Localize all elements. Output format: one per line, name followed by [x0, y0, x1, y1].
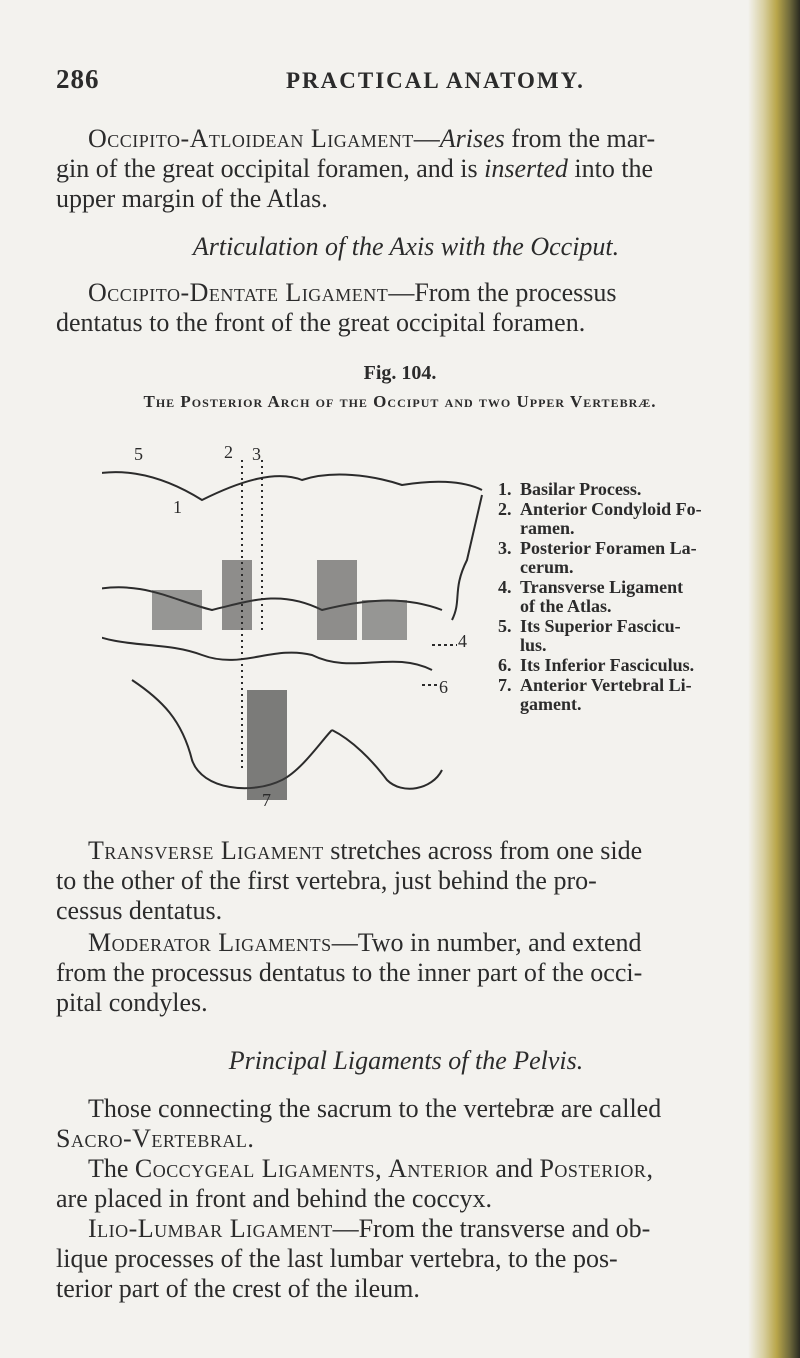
- term: Sacro-Vertebral.: [56, 1124, 255, 1153]
- legend-item: 2. Anterior Condyloid Fo- ramen.: [498, 499, 702, 538]
- figure-legend: [498, 480, 768, 715]
- figure-number-2: 2: [224, 442, 233, 462]
- term: Moderator Ligaments: [88, 928, 332, 957]
- legend-item: 5. Its Superior Fascicu- lus.: [498, 616, 681, 655]
- figure-number-7: 7: [262, 790, 271, 810]
- legend-item: 1. Basilar Process.: [498, 479, 642, 499]
- term: Ilio-Lumbar Ligament: [88, 1214, 333, 1243]
- term: Posterior: [539, 1154, 647, 1183]
- figure-number-5: 5: [134, 444, 143, 464]
- running-head: [56, 64, 756, 104]
- paragraph-transverse: Transverse Ligament stretches across from one side to the other of the first vertebra, just behind the pro- cessus dentatus.: [56, 836, 643, 925]
- subheading-pelvis: Principal Ligaments of the Pelvis.: [228, 1046, 584, 1075]
- figure-number-1: 1: [173, 497, 182, 517]
- figure-label: Fig. 104.: [363, 362, 437, 384]
- term: Anterior: [388, 1154, 489, 1183]
- figure-number-4: 4: [458, 631, 467, 651]
- figure-caption: The Posterior Arch of the Occiput and two Upper Vertebræ.: [143, 392, 657, 411]
- running-title: PRACTICAL ANATOMY.: [286, 68, 585, 93]
- paragraph-sacro-vertebral: Those connecting the sacrum to the vertebræ are called Sacro-Vertebral.: [56, 1094, 662, 1153]
- axis-outline: [132, 680, 332, 788]
- page-number: 286: [56, 64, 100, 94]
- paragraph-moderator: Moderator Ligaments—Two in number, and extend from the processus dentatus to the inner part of the occi- pital condyles.: [56, 928, 643, 1017]
- paragraph-occipito-dentate: Occipito-Dentate Ligament—From the processus dentatus to the front of the great occipital foramen.: [56, 278, 617, 337]
- paragraph-coccygeal: The Coccygeal Ligaments, Anterior and Posterior, are placed in front and behind the coccyx.: [56, 1154, 653, 1213]
- legend-item: 6. Its Inferior Fasciculus.: [498, 655, 695, 675]
- paragraph-ilio-lumbar: Ilio-Lumbar Ligament—From the transverse and ob- lique processes of the last lumbar vertebra, to the pos- terior part of the crest of the ileum.: [56, 1214, 651, 1303]
- term: Occipito-Dentate Ligament: [88, 278, 389, 307]
- illustration-svg: [102, 440, 502, 810]
- legend-item: 3. Posterior Foramen La- cerum.: [498, 538, 697, 577]
- legend-item: 4. Transverse Ligament of the Atlas.: [498, 577, 684, 616]
- figure-number-3: 3: [252, 444, 261, 464]
- anatomical-illustration: [102, 440, 502, 810]
- legend-item: 7. Anterior Vertebral Li- gament.: [498, 675, 692, 714]
- term: Occipito-Atloidean Ligament: [88, 124, 414, 153]
- term: Coccygeal Ligaments: [134, 1154, 376, 1183]
- term: Transverse Ligament: [88, 836, 324, 865]
- occiput-outline: [102, 472, 482, 500]
- figure-number-6: 6: [439, 677, 448, 697]
- subheading-articulation: Articulation of the Axis with the Occiput.: [192, 232, 620, 261]
- paragraph-occipito-atloidean: Occipito-Atloidean Ligament—Arises from the mar- gin of the great occipital foramen, and is inserted into the upper margin of the Atlas.: [56, 124, 656, 213]
